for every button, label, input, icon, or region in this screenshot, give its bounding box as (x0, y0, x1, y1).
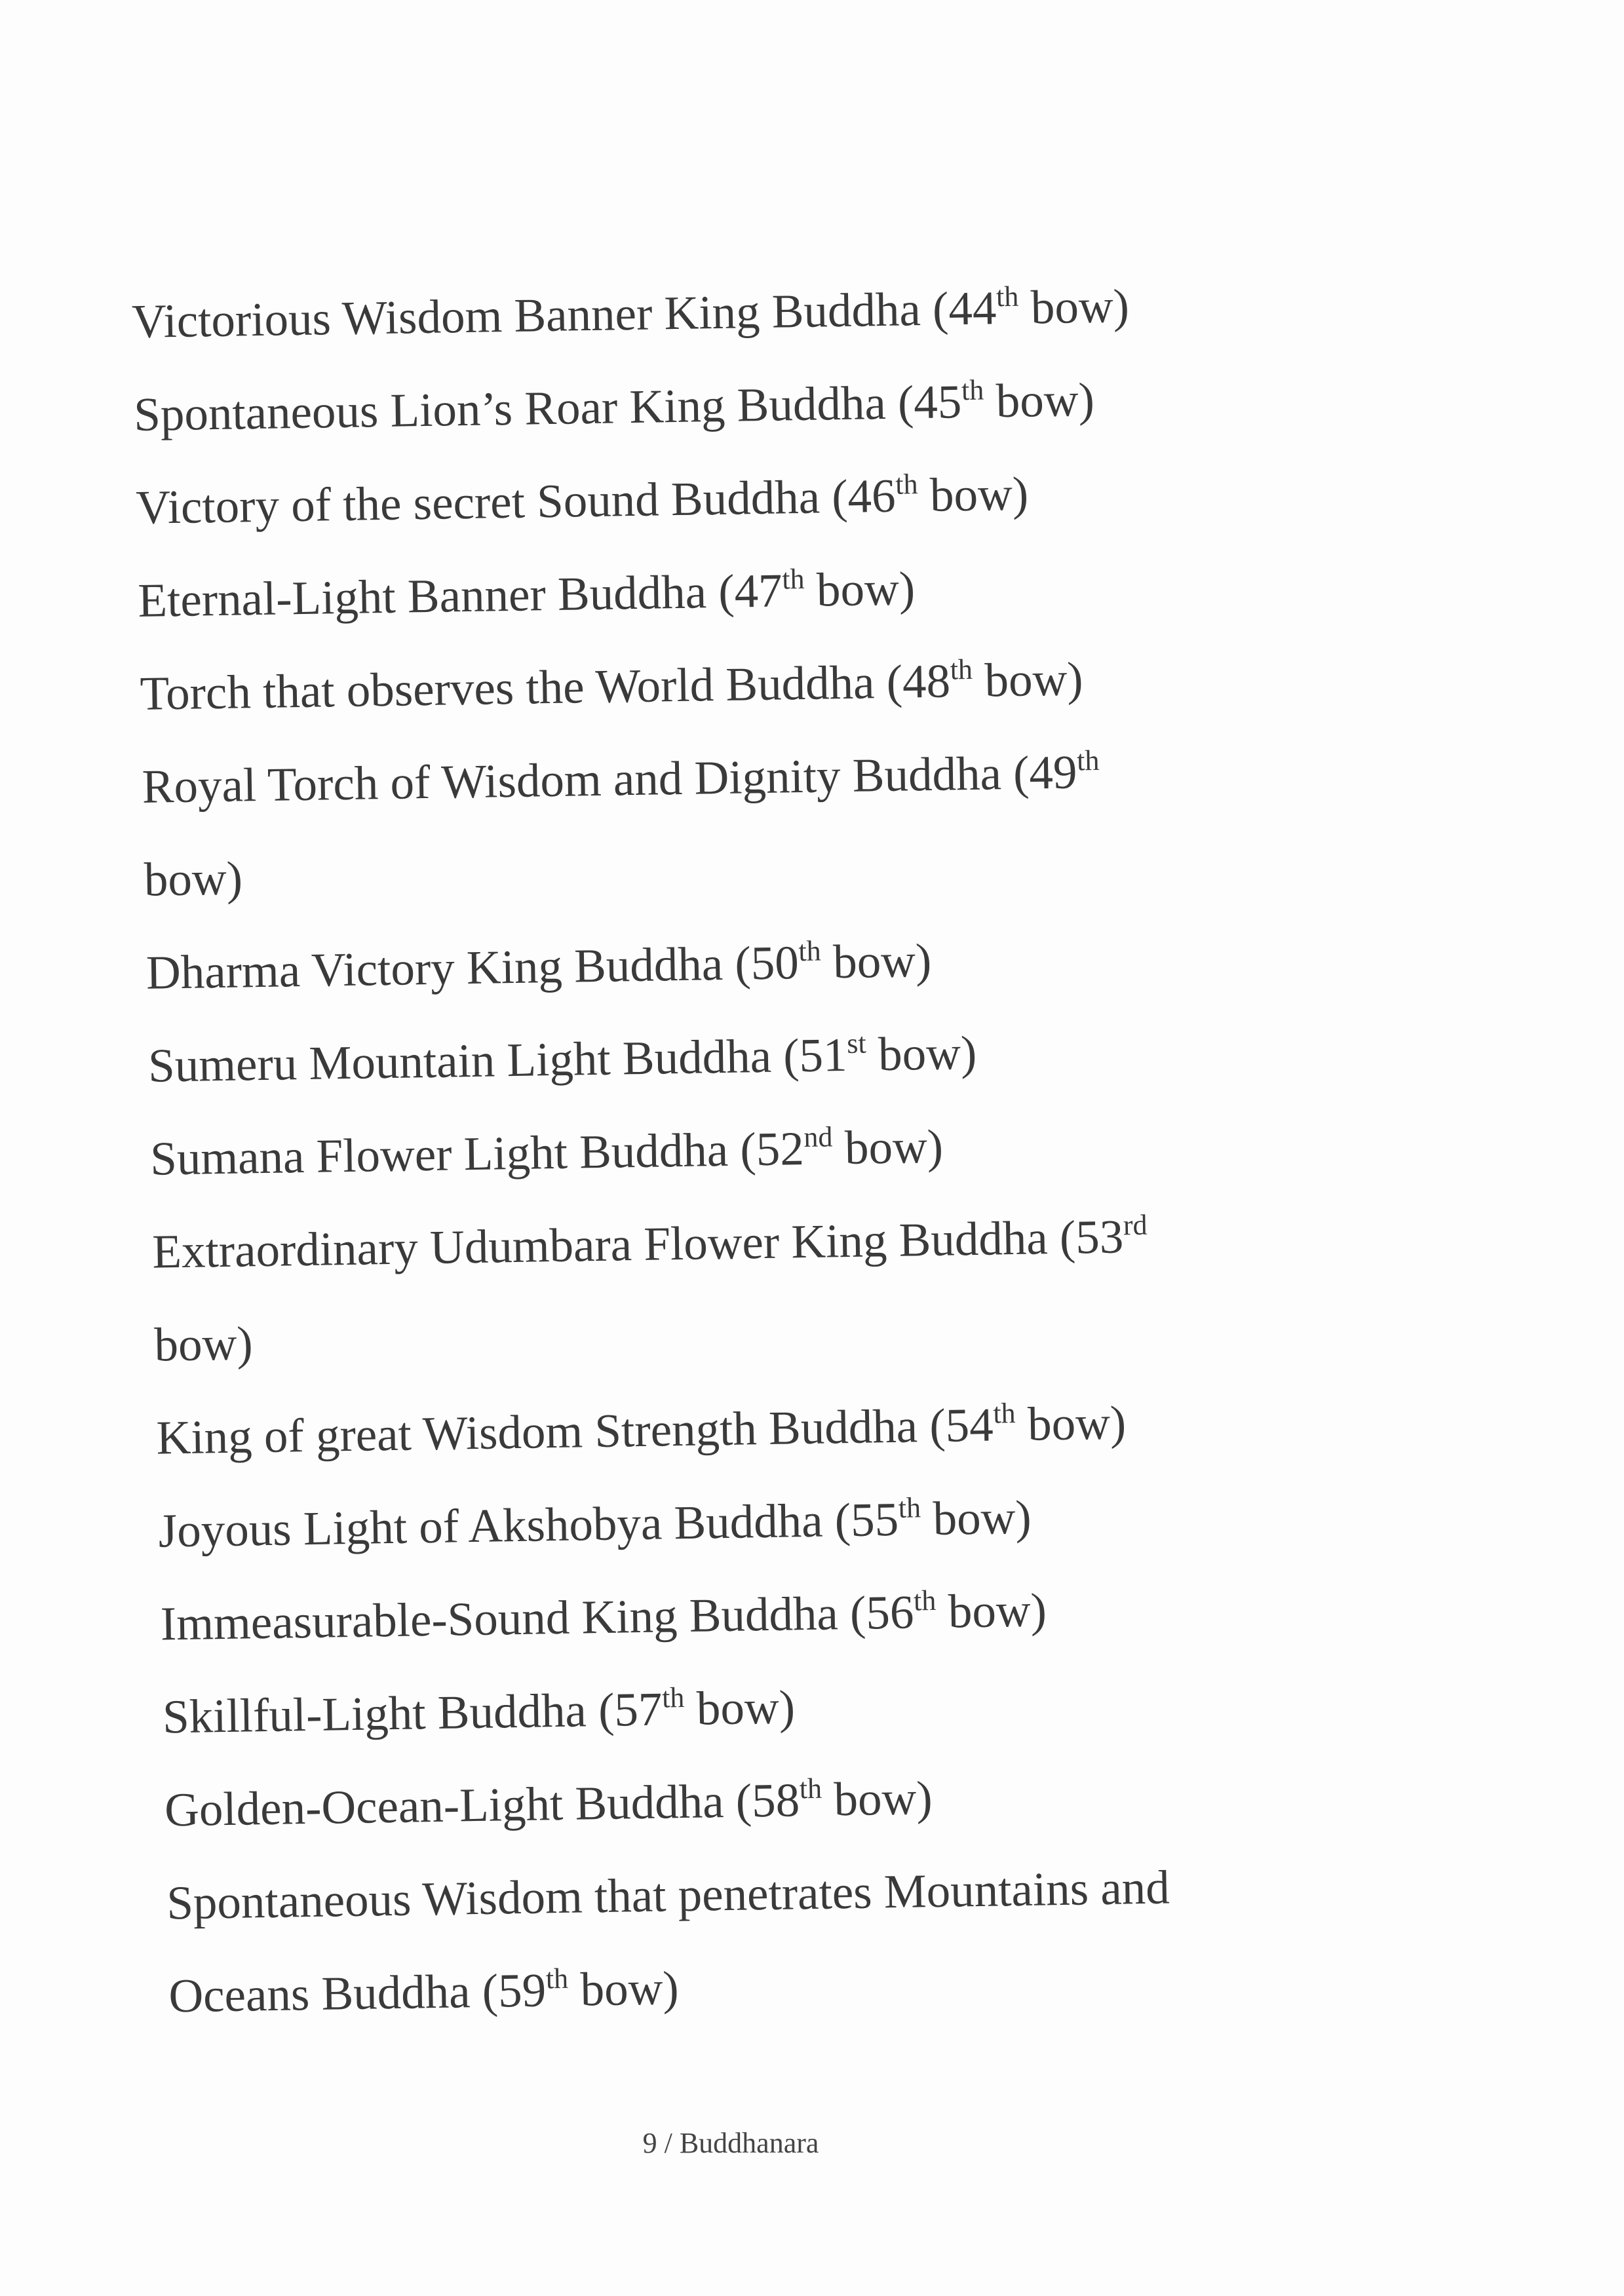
text-line (147, 1280, 1328, 1392)
line-text: Spontaneous Wisdom that penetrates Mountains and (166, 1860, 1170, 1930)
line-text: bow) (144, 851, 243, 906)
line-text: Immeasurable-Sound King Buddha (56 (160, 1585, 914, 1651)
page-footer: 9 / Buddhanara (642, 2127, 819, 2159)
ordinal-suffix: th (661, 1681, 685, 1714)
ordinal-suffix: th (545, 1962, 569, 1995)
text-line (143, 1001, 1324, 1113)
line-text-end: bow) (918, 467, 1029, 522)
text-line (131, 257, 1312, 368)
line-text: King of great Wisdom Strength Buddha (54 (156, 1398, 994, 1464)
line-text-end: bow) (983, 372, 1095, 428)
ordinal-suffix: rd (1123, 1208, 1148, 1242)
line-text-end: bow) (821, 1771, 933, 1826)
line-text: Victorious Wisdom Banner King Buddha (44 (131, 281, 997, 348)
text-line (149, 1373, 1330, 1485)
ordinal-suffix: th (961, 373, 984, 406)
line-text: Extraordinary Udumbara Flower King Buddha (53 (151, 1210, 1124, 1278)
line-text: Eternal-Light Banner Buddha (47 (137, 564, 783, 627)
text-line (142, 908, 1323, 1020)
ordinal-suffix: th (913, 1584, 937, 1617)
text-line (138, 722, 1319, 833)
ordinal-suffix: th (898, 1491, 921, 1524)
ordinal-suffix: th (895, 467, 918, 501)
ordinal-suffix: th (781, 562, 805, 596)
line-text-end: bow) (568, 1961, 680, 2016)
line-text: Golden-Ocean-Light Buddha (58 (164, 1773, 800, 1837)
line-text-end: bow) (804, 562, 916, 617)
line-text: Joyous Light of Akshobya Buddha (55 (158, 1492, 899, 1558)
ordinal-suffix: th (992, 1396, 1016, 1430)
line-text: Sumeru Mountain Light Buddha (51 (147, 1027, 848, 1092)
text-line (136, 536, 1317, 647)
line-text-end: bow) (920, 1490, 1032, 1546)
ordinal-suffix: th (996, 280, 1019, 313)
line-text: Dharma Victory King Buddha (50 (145, 936, 800, 999)
ordinal-suffix: nd (803, 1120, 833, 1153)
line-text: Sumana Flower Light Buddha (52 (149, 1122, 805, 1185)
line-text-end: bow) (684, 1680, 796, 1735)
text-line (132, 350, 1313, 461)
ordinal-suffix: st (846, 1027, 867, 1060)
line-text-end: bow) (821, 933, 932, 989)
ordinal-suffix: th (799, 1772, 822, 1805)
text-line (156, 1838, 1337, 1949)
line-text-end: bow) (1015, 1396, 1127, 1451)
line-text: Victory of the secret Sound Buddha (46 (135, 469, 897, 534)
line-text-end: bow) (866, 1025, 977, 1081)
text-line (145, 1187, 1326, 1299)
text-line (144, 1094, 1325, 1206)
line-text: Spontaneous Lion’s Roar King Buddha (45 (133, 375, 962, 441)
ordinal-suffix: th (798, 934, 822, 967)
text-line (140, 815, 1321, 927)
line-text: Oceans Buddha (59 (168, 1963, 547, 2023)
text-line (150, 1466, 1331, 1577)
text-line (155, 1745, 1336, 1856)
ordinal-suffix: th (950, 653, 973, 686)
line-text: Torch that observes the World Buddha (48 (139, 654, 951, 720)
line-text-end: bow) (1018, 279, 1130, 334)
line-text-end: bow) (972, 652, 1084, 707)
text-line (151, 1559, 1332, 1670)
line-text: Royal Torch of Wisdom and Dignity Buddha (49 (142, 745, 1078, 813)
text-line (157, 1931, 1338, 2042)
line-text: bow) (153, 1316, 254, 1371)
line-text-end: bow) (935, 1583, 1047, 1638)
line-text-end: bow) (832, 1119, 944, 1175)
line-text: Skillful-Light Buddha (57 (162, 1682, 663, 1744)
text-line (134, 443, 1315, 554)
text-line (153, 1652, 1334, 1763)
ordinal-suffix: th (1076, 744, 1100, 777)
buddha-name-list (131, 257, 1338, 2043)
text-line (137, 629, 1318, 740)
